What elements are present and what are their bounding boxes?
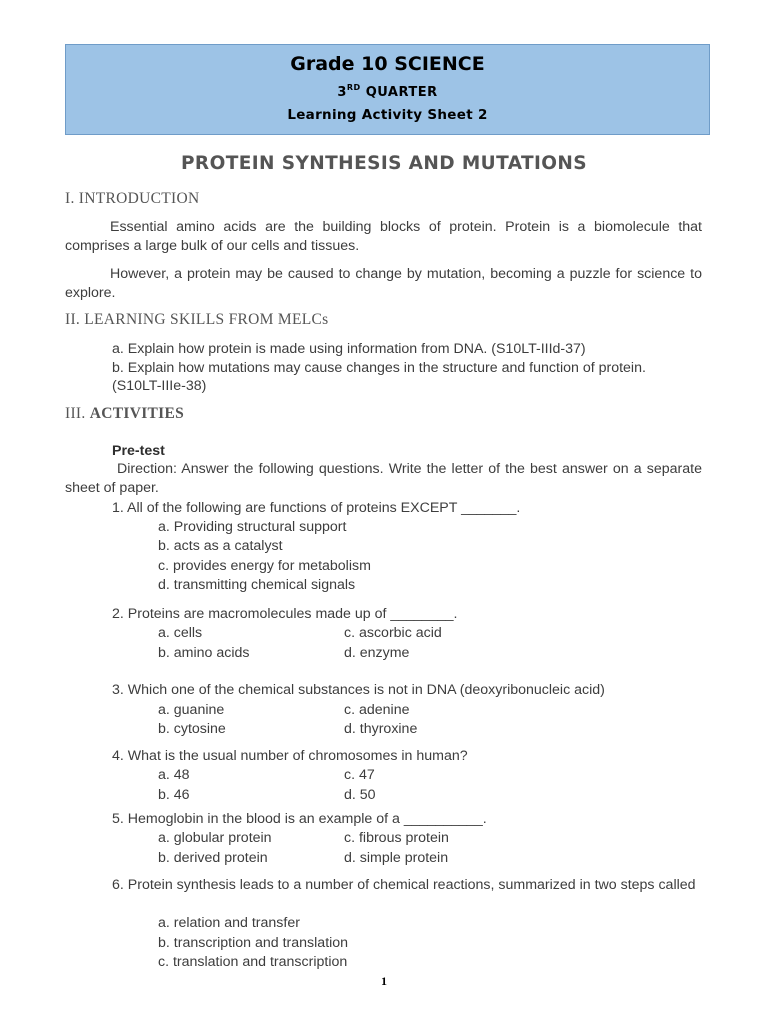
question-5-option-a: a. globular protein	[158, 830, 272, 846]
intro-paragraph-2	[65, 265, 702, 302]
quarter-superscript: RD	[346, 83, 361, 92]
question-3-stem: 3. Which one of the chemical substances is not in DNA (deoxyribonucleic acid)	[112, 682, 605, 698]
quarter-number: 3	[337, 85, 347, 100]
question-5-stem: 5. Hemoglobin in the blood is an example of a __________.	[112, 811, 487, 827]
question-1-option-b: b. acts as a catalyst	[158, 538, 283, 554]
activities-heading-word: ACTIVITIES	[89, 405, 185, 422]
question-6-option-b: b. transcription and translation	[158, 935, 349, 951]
question-2-option-a: a. cells	[158, 625, 203, 641]
skill-b-line2: (S10LT-IIIe-38)	[112, 378, 207, 394]
quarter-word: QUARTER	[365, 85, 438, 100]
intro-heading: I. INTRODUCTION	[65, 190, 200, 207]
question-5-option-c: c. fibrous protein	[344, 830, 449, 846]
question-5-option-d: d. simple protein	[344, 850, 449, 866]
question-1-stem: 1. All of the following are functions of proteins EXCEPT _______.	[112, 500, 521, 516]
question-4-option-c: c. 47	[344, 767, 375, 783]
pretest-label: Pre-test	[112, 443, 165, 459]
question-2-option-d: d. enzyme	[344, 645, 410, 661]
question-4-option-b: b. 46	[158, 787, 190, 803]
question-1-option-c: c. provides energy for metabolism	[158, 558, 371, 574]
direction-text	[65, 460, 702, 497]
question-6-option-c: c. translation and transcription	[158, 954, 348, 970]
intro-paragraph-1	[65, 218, 702, 255]
question-3-option-b: b. cytosine	[158, 721, 226, 737]
document-title: PROTEIN SYNTHESIS AND MUTATIONS	[180, 153, 588, 174]
question-4-stem: 4. What is the usual number of chromosomes in human?	[112, 748, 468, 764]
skills-list	[112, 340, 712, 377]
question-5-option-b: b. derived protein	[158, 850, 268, 866]
sheet-label: Learning Activity Sheet 2	[287, 107, 488, 123]
skill-b-line1: b. Explain how mutations may cause changes in the structure and function of protein.	[112, 359, 646, 376]
activities-heading	[65, 405, 184, 423]
question-2-option-c: c. ascorbic acid	[344, 625, 442, 641]
page-number: 1	[381, 974, 387, 988]
question-1-option-d: d. transmitting chemical signals	[158, 577, 356, 593]
question-2-stem: 2. Proteins are macromolecules made up of ________.	[112, 606, 458, 622]
question-3-option-c: c. adenine	[344, 702, 410, 718]
question-2-option-b: b. amino acids	[158, 645, 250, 661]
question-3-option-d: d. thyroxine	[344, 721, 418, 737]
question-3-option-a: a. guanine	[158, 702, 225, 718]
grade-title: Grade 10 SCIENCE	[290, 53, 485, 75]
skills-heading: II. LEARNING SKILLS FROM MELCs	[65, 311, 329, 328]
question-6-option-a: a. relation and transfer	[158, 915, 300, 931]
question-6-stem: 6. Protein synthesis leads to a number of chemical reactions, summarized in two steps called	[112, 877, 696, 893]
quarter-label	[66, 83, 709, 100]
skill-a: a. Explain how protein is made using information from DNA. (S10LT-IIId-37)	[112, 341, 586, 357]
direction-text-content: Direction: Answer the following questions. Write the letter of the best answer on a separate sheet of paper.	[65, 461, 702, 496]
question-4-option-a: a. 48	[158, 767, 190, 783]
header-banner	[65, 44, 710, 135]
question-1-option-a: a. Providing structural support	[158, 519, 347, 535]
question-4-option-d: d. 50	[344, 787, 376, 803]
activities-heading-prefix: III.	[65, 405, 86, 422]
intro-paragraph-2-text: However, a protein may be caused to change by mutation, becoming a puzzle for science to explore.	[65, 266, 702, 301]
intro-paragraph-1-text: Essential amino acids are the building blocks of protein. Protein is a biomolecule that comprises a large bulk of our cells and tissues.	[65, 219, 702, 254]
